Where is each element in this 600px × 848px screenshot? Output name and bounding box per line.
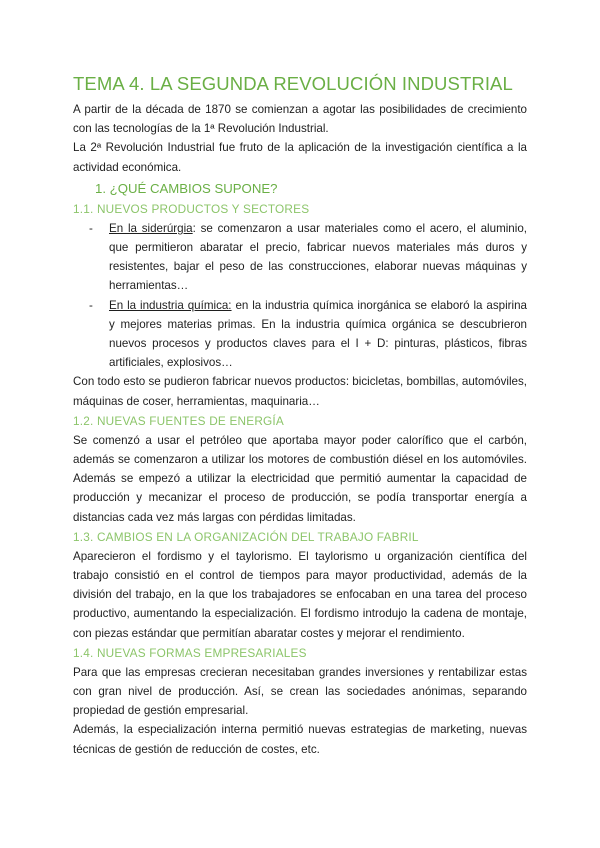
- list-item-text: en la industria química inorgánica se elaboró la aspirina y mejores materias primas. En la industria química orgánica se descubrieron nuevos procesos y productos claves para el I + D: pinturas, plásticos, fibras artificiales, explosivos…: [109, 298, 527, 370]
- list-item: [89, 296, 527, 373]
- business-paragraph-1: Para que las empresas crecieran necesitaban grandes inversiones y rentabilizar estas con gran nivel de producción. Así, se crean las sociedades anónimas, separando propiedad de gestión empresarial.: [73, 665, 527, 718]
- products-closing-paragraph: Con todo esto se pudieron fabricar nuevos productos: bicicletas, bombillas, automóviles, máquinas de coser, herramientas, maquinaria…: [73, 375, 527, 408]
- bullet-dash: -: [89, 221, 93, 235]
- subsection-heading-productos: 1.1. NUEVOS PRODUCTOS Y SECTORES: [73, 201, 310, 216]
- intro-paragraph-1: A partir de la década de 1870 se comienzan a agotar las posibilidades de crecimiento con las tecnologías de la 1ª Revolución Industrial.: [73, 103, 527, 136]
- subsection-heading-empresariales: 1.4. NUEVAS FORMAS EMPRESARIALES: [73, 645, 307, 660]
- list-item-label: En la industria química:: [109, 298, 232, 312]
- list-item-text: : se comenzaron a usar materiales como el acero, el aluminio, que permitieron abaratar el precio, fabricar nuevos materiales más duros y resistentes, bajar el peso de las construcciones, elaborar nuevas máquinas y herramientas…: [109, 221, 527, 293]
- section-heading-cambios: 1. ¿QUÉ CAMBIOS SUPONE?: [95, 180, 278, 196]
- energy-paragraph: Se comenzó a usar el petróleo que aportaba mayor poder calorífico que el carbón, además se comenzaron a utilizar los motores de combustión diésel en los automóviles. Además se empezó a utilizar la electricidad que permitió aumentar la capacidad de producción y mecanizar el proceso de producción, se podía transportar energía a distancias cada vez más largas con pérdidas limitadas.: [73, 433, 527, 524]
- bullet-list: [73, 219, 527, 373]
- list-item-label: En la siderúrgia: [109, 221, 193, 235]
- document-title: TEMA 4. LA SEGUNDA REVOLUCIÓN INDUSTRIAL: [73, 73, 513, 94]
- list-item: [89, 219, 527, 296]
- business-paragraph-2: Además, la especialización interna permitió nuevas estrategias de marketing, nuevas técnicas de gestión de reducción de costes, etc.: [73, 723, 527, 756]
- bullet-dash: -: [89, 298, 93, 312]
- intro-paragraph-2: La 2ª Revolución Industrial fue fruto de la aplicación de la investigación científica a la actividad económica.: [73, 141, 527, 174]
- subsection-heading-energia: 1.2. NUEVAS FUENTES DE ENERGÍA: [73, 413, 284, 428]
- subsection-heading-organizacion: 1.3. CAMBIOS EN LA ORGANIZACIÓN DEL TRABAJO FABRIL: [73, 529, 419, 544]
- organization-paragraph: Aparecieron el fordismo y el taylorismo. El taylorismo u organización científica del trabajo consistió en el control de tiempos para mayor productividad, además de la división del trabajo, en la que los trabajadores se enfocaban en una tarea del proceso productivo, aumentando la especialización. El fordismo introdujo la cadena de montaje, con piezas estándar que permitían abaratar costes y mejorar el rendimiento.: [73, 549, 527, 640]
